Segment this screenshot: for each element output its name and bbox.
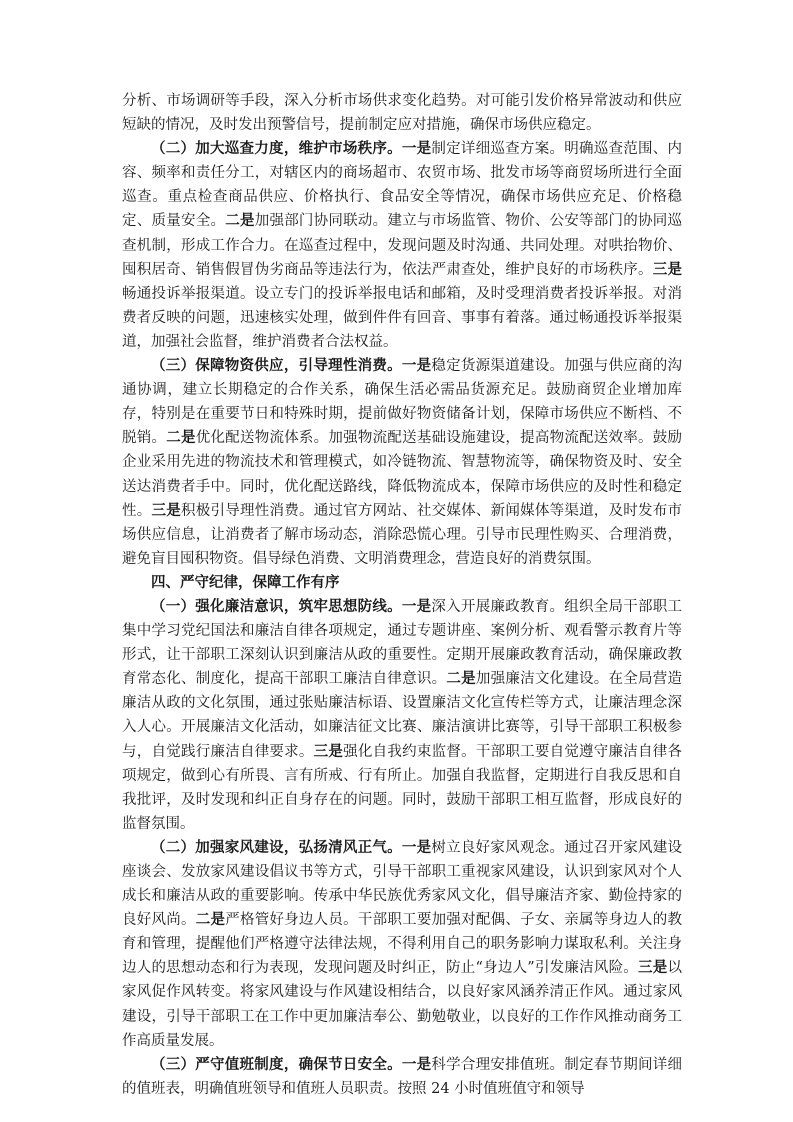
point-marker: 三是 bbox=[652, 261, 683, 278]
point-text: 以家风促作风转变。将家风建设与作风建设相结合，以良好家风涵养清正作风。通过家风建设，引导干部职工在工作中更加廉洁奉公、勤勉敬业，以良好的工作作风推动商务工作高质量发展。 bbox=[122, 960, 683, 1049]
paragraph-family-culture bbox=[122, 836, 682, 1053]
paragraph-inspection bbox=[122, 137, 682, 354]
paragraph-text: 分析、市场调研等手段，深入分析市场供求变化趋势。对可能引发价格异常波动和供应短缺的情况，及时发出预警信号，提前制定应对措施，确保市场供应稳定。 bbox=[122, 93, 682, 134]
document-page bbox=[122, 89, 682, 1101]
paragraph-integrity bbox=[122, 595, 682, 836]
subsection-heading: （三）保障物资供应，引导理性消费。 bbox=[151, 358, 402, 375]
point-text: 制定详细巡查方案。明确巡查范围、内容、频率和责任分工，对辖区内的商场超市、农贸市场、批发市场等商贸场所进行全面巡查。重点检查商品供应、价格执行、食品安全等情况，确保市场供应充足、价格稳定、质量安全。 bbox=[122, 141, 683, 230]
point-text: 树立良好家风观念。通过召开家风建设座谈会、发放家风建设倡议书等方式，引导干部职工重视家风建设，认识到家风对个人成长和廉洁从政的重要影响。传承中华民族优秀家风文化，倡导廉洁齐家、勤俭持家的良好风尚。 bbox=[122, 839, 683, 929]
point-text: 深入开展廉政教育。组织全局干部职工集中学习党纪国法和廉洁自律各项规定，通过专题讲座、案例分析、观看警示教育片等形式，让干部职工深刻认识到廉洁从政的重要性。定期开展廉政教育活动，确保廉政教育常态化、制度化，提高干部职工廉洁自律意识。 bbox=[122, 598, 683, 688]
point-marker: 二是 bbox=[195, 912, 226, 929]
subsection-heading: （一）强化廉洁意识，筑牢思想防线。 bbox=[151, 598, 402, 615]
paragraph-market-analysis bbox=[122, 89, 682, 137]
point-marker: 二是 bbox=[166, 430, 196, 447]
paragraph-duty bbox=[122, 1053, 682, 1101]
point-text: 强化自我约束监督。干部职工要自觉遵守廉洁自律各项规定，做到心有所畏、言有所戒、行有所止。加强自我监督，定期进行自我反思和自我批评，及时发现和纠正自身存在的问题。同时，鼓励干部职工相互监督，形成良好的监督氛围。 bbox=[122, 743, 683, 832]
point-text: 畅通投诉举报渠道。设立专门的投诉举报电话和邮箱，及时受理消费者投诉举报。对消费者反映的问题，迅速核实处理，做到件件有回音、事事有着落。通过畅通投诉举报渠道，加强社会监督，维护消费者合法权益。 bbox=[122, 285, 682, 350]
point-marker: 二是 bbox=[446, 671, 476, 688]
subsection-heading: （三）严守值班制度，确保节日安全。 bbox=[151, 1056, 402, 1073]
point-marker: 三是 bbox=[638, 960, 668, 977]
point-marker: 一是 bbox=[401, 1056, 432, 1073]
point-text: 科学合理安排值班。制定春节期间详细的值班表，明确值班领导和值班人员职责。按照 24 小时值班值守和领导 bbox=[122, 1056, 683, 1097]
point-marker: 一是 bbox=[401, 839, 432, 856]
point-marker: 三是 bbox=[313, 743, 344, 760]
subsection-heading: （二）加强家风建设，弘扬清风正气。 bbox=[151, 839, 402, 856]
subsection-heading: （二）加大巡查力度，维护市场秩序。 bbox=[151, 141, 402, 158]
point-text: 积极引导理性消费。通过官方网站、社交媒体、新闻媒体等渠道，及时发布市场供应信息，让消费者了解市场动态，消除恐慌心理。引导市民理性购买、合理消费，避免盲目囤积物资。倡导绿色消费、文明消费理念，营造良好的消费氛围。 bbox=[122, 502, 683, 567]
point-marker: 一是 bbox=[401, 598, 432, 615]
point-marker: 一是 bbox=[401, 141, 432, 158]
section-heading: 四、严守纪律，保障工作有序 bbox=[151, 574, 340, 591]
point-text: 加强廉洁文化建设。在全局营造廉洁从政的文化氛围，通过张贴廉洁标语、设置廉洁文化宣传栏等方式，让廉洁理念深入人心。开展廉洁文化活动，如廉洁征文比赛、廉洁演讲比赛等，引导干部职工积极参与，自觉践行廉洁自律要求。 bbox=[122, 671, 683, 760]
point-text: 加强部门协同联动。建立与市场监管、物价、公安等部门的协同巡查机制，形成工作合力。在巡查过程中，发现问题及时沟通、共同处理。对哄抬物价、囤积居奇、销售假冒伪劣商品等违法行为，依法严肃查处，维护良好的市场秩序。 bbox=[122, 213, 683, 278]
point-text: 优化配送物流体系。加强物流配送基础设施建设，提高物流配送效率。鼓励企业采用先进的物流技术和管理模式，如冷链物流、智慧物流等，确保物资及时、安全送达消费者手中。同时，优化配送路线，降低物流成本，保障市场供应的及时性和稳定性。 bbox=[122, 430, 683, 519]
paragraph-supply bbox=[122, 354, 682, 571]
point-text: 稳定货源渠道建设。加强与供应商的沟通协调，建立长期稳定的合作关系，确保生活必需品货源充足。鼓励商贸企业增加库存，特别是在重要节日和特殊时期，提前做好物资储备计划，保障市场供应不断档、不脱销。 bbox=[122, 358, 683, 447]
point-text: 严格管好身边人员。干部职工要加强对配偶、子女、亲属等身边人的教育和管理，提醒他们严格遵守法律法规，不得利用自己的职务影响力谋取私利。关注身边人的思想动态和行为表现，发现问题及时纠正，防止“身边人”引发廉洁风险。 bbox=[122, 912, 683, 977]
point-marker: 一是 bbox=[401, 358, 432, 375]
point-marker: 三是 bbox=[151, 502, 181, 519]
point-marker: 二是 bbox=[225, 213, 255, 230]
